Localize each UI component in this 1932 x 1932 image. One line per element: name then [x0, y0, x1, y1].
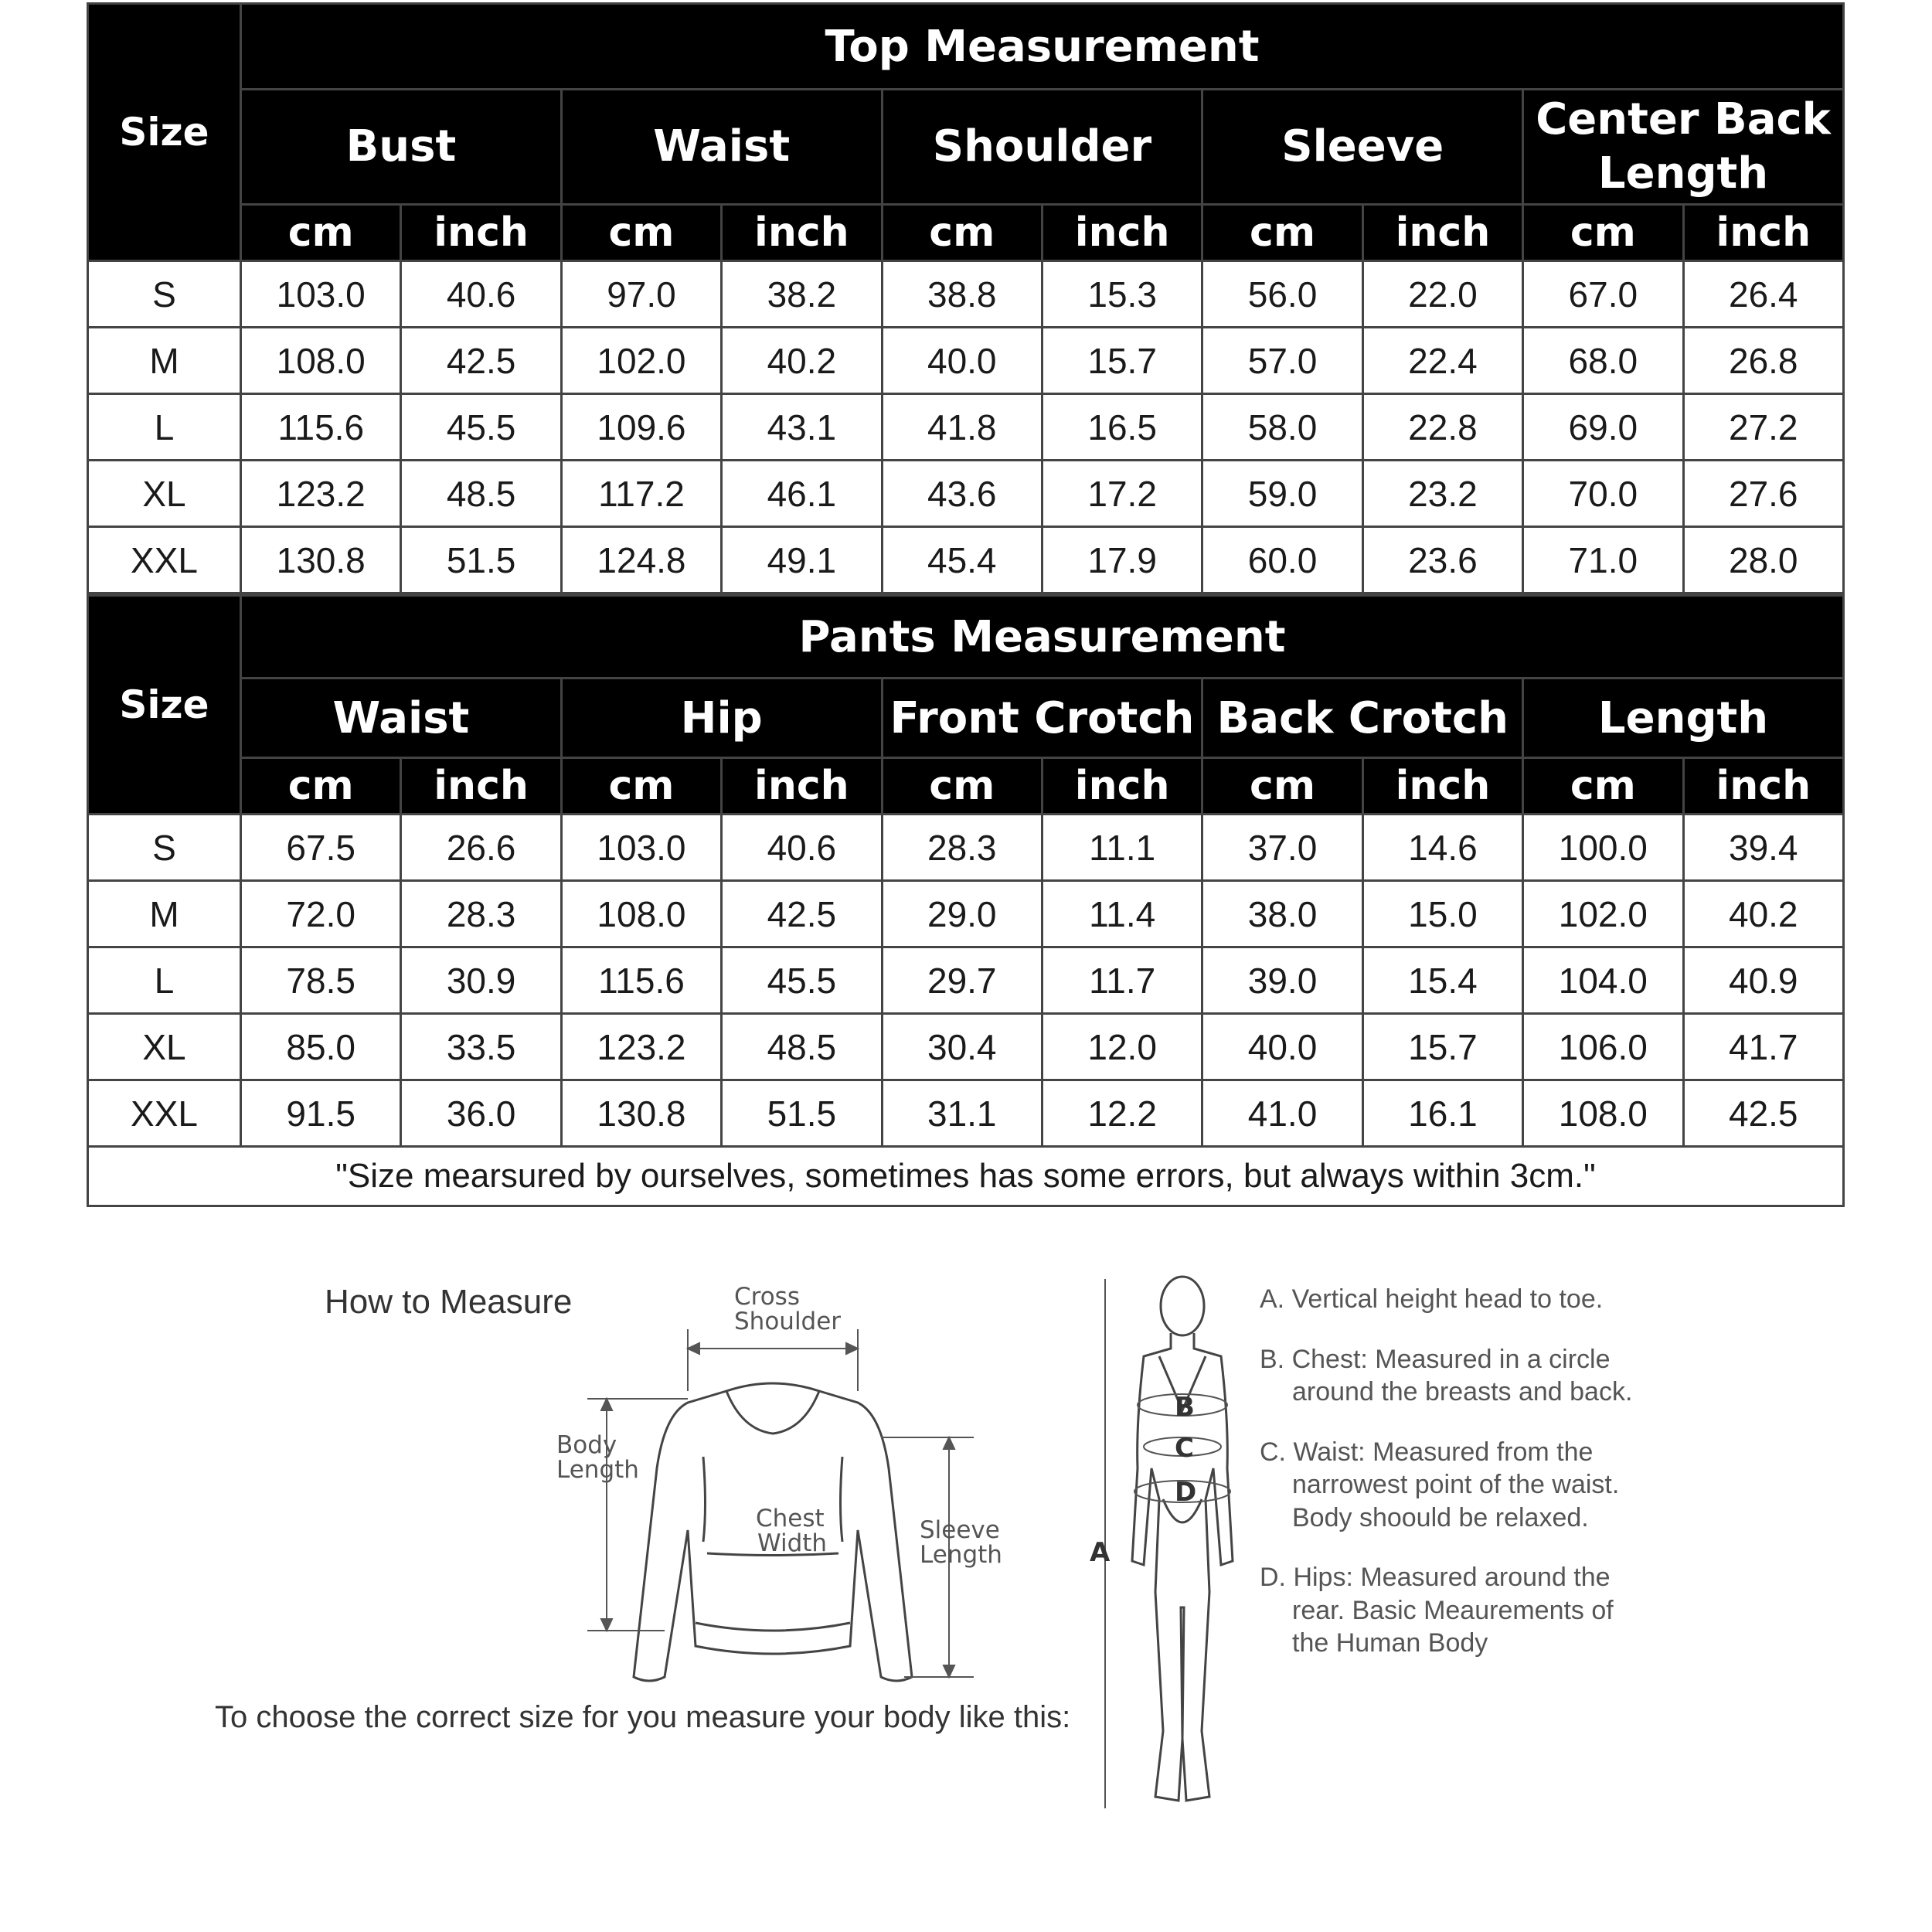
- unit-header: inch: [401, 205, 561, 261]
- unit-header: cm: [1202, 758, 1362, 815]
- value-cell: 67.0: [1523, 261, 1683, 328]
- column-group-header: Shoulder: [882, 90, 1202, 205]
- value-cell: 30.4: [882, 1014, 1042, 1080]
- measure-legend: [1260, 1283, 1646, 1687]
- value-cell: 29.0: [882, 881, 1042, 947]
- value-cell: 60.0: [1202, 527, 1362, 594]
- table-row: [88, 394, 1844, 461]
- size-cell: XL: [88, 1014, 241, 1080]
- value-cell: 38.8: [882, 261, 1042, 328]
- column-group-header: Bust: [241, 90, 562, 205]
- value-cell: 30.9: [401, 947, 561, 1014]
- value-cell: 130.8: [561, 1080, 721, 1147]
- value-cell: 37.0: [1202, 815, 1362, 881]
- unit-header: cm: [882, 205, 1042, 261]
- size-chart: [87, 2, 1845, 1207]
- table-row: [88, 815, 1844, 881]
- garment-diagram: [556, 1275, 1020, 1723]
- table-row: [88, 881, 1844, 947]
- value-cell: 72.0: [241, 881, 401, 947]
- table-row: [88, 328, 1844, 394]
- value-cell: 59.0: [1202, 461, 1362, 527]
- unit-header: cm: [241, 758, 401, 815]
- value-cell: 15.0: [1362, 881, 1522, 947]
- value-cell: 123.2: [561, 1014, 721, 1080]
- value-cell: 103.0: [241, 261, 401, 328]
- sleeve-length-label: Length: [920, 1541, 1002, 1569]
- value-cell: 12.2: [1042, 1080, 1202, 1147]
- value-cell: 42.5: [401, 328, 561, 394]
- value-cell: 104.0: [1523, 947, 1683, 1014]
- value-cell: 27.2: [1683, 394, 1843, 461]
- value-cell: 67.5: [241, 815, 401, 881]
- value-cell: 40.2: [722, 328, 882, 394]
- how-to-measure-section: [0, 1236, 1932, 1932]
- value-cell: 22.8: [1362, 394, 1522, 461]
- value-cell: 28.3: [882, 815, 1042, 881]
- value-cell: 49.1: [722, 527, 882, 594]
- value-cell: 97.0: [561, 261, 721, 328]
- value-cell: 78.5: [241, 947, 401, 1014]
- unit-header: cm: [561, 205, 721, 261]
- unit-header: cm: [1202, 205, 1362, 261]
- legend-item: A. Vertical height head to toe.: [1260, 1284, 1604, 1314]
- unit-header: inch: [1362, 758, 1522, 815]
- body-figure-diagram: [1090, 1267, 1252, 1824]
- unit-header: cm: [241, 205, 401, 261]
- value-cell: 57.0: [1202, 328, 1362, 394]
- column-group-header: Sleeve: [1202, 90, 1523, 205]
- top-measurement-table: [87, 2, 1845, 594]
- value-cell: 106.0: [1523, 1014, 1683, 1080]
- value-cell: 103.0: [561, 815, 721, 881]
- unit-header: inch: [1683, 205, 1843, 261]
- value-cell: 16.1: [1362, 1080, 1522, 1147]
- table-row: [88, 527, 1844, 594]
- size-header: Size: [88, 596, 241, 815]
- column-group-header: Waist: [561, 90, 882, 205]
- cross-shoulder-label: Shoulder: [734, 1308, 842, 1335]
- unit-header: inch: [1042, 758, 1202, 815]
- value-cell: 124.8: [561, 527, 721, 594]
- table-row: [88, 1014, 1844, 1080]
- value-cell: 23.6: [1362, 527, 1522, 594]
- unit-header: inch: [722, 205, 882, 261]
- value-cell: 22.0: [1362, 261, 1522, 328]
- value-cell: 41.7: [1683, 1014, 1843, 1080]
- chest-width-label: Chest: [756, 1505, 825, 1532]
- chest-width-label: Width: [757, 1529, 828, 1557]
- size-cell: M: [88, 881, 241, 947]
- value-cell: 16.5: [1042, 394, 1202, 461]
- choose-size-instruction: To choose the correct size for you measure your body like this:: [215, 1700, 1071, 1734]
- value-cell: 17.2: [1042, 461, 1202, 527]
- size-cell: S: [88, 261, 241, 328]
- unit-header: inch: [1042, 205, 1202, 261]
- value-cell: 41.0: [1202, 1080, 1362, 1147]
- value-cell: 102.0: [561, 328, 721, 394]
- value-cell: 38.2: [722, 261, 882, 328]
- waist-marker: C: [1175, 1433, 1194, 1464]
- value-cell: 15.4: [1362, 947, 1522, 1014]
- value-cell: 68.0: [1523, 328, 1683, 394]
- value-cell: 15.7: [1042, 328, 1202, 394]
- value-cell: 14.6: [1362, 815, 1522, 881]
- column-group-header: Hip: [561, 679, 882, 758]
- value-cell: 117.2: [561, 461, 721, 527]
- legend-item: B. Chest: Measured in a circle around the breasts and back.: [1260, 1344, 1633, 1406]
- unit-header: inch: [1683, 758, 1843, 815]
- value-cell: 130.8: [241, 527, 401, 594]
- size-cell: S: [88, 815, 241, 881]
- value-cell: 11.1: [1042, 815, 1202, 881]
- column-group-header: Center Back Length: [1523, 90, 1844, 205]
- legend-item: D. Hips: Measured around the rear. Basic Meaurements of the Human Body: [1260, 1563, 1614, 1658]
- value-cell: 39.0: [1202, 947, 1362, 1014]
- value-cell: 115.6: [561, 947, 721, 1014]
- value-cell: 42.5: [1683, 1080, 1843, 1147]
- column-group-header: Length: [1523, 679, 1844, 758]
- body-length-label: Length: [556, 1456, 639, 1484]
- value-cell: 40.2: [1683, 881, 1843, 947]
- value-cell: 56.0: [1202, 261, 1362, 328]
- value-cell: 40.0: [882, 328, 1042, 394]
- unit-header: cm: [1523, 205, 1683, 261]
- unit-header: inch: [401, 758, 561, 815]
- column-group-header: Front Crotch: [882, 679, 1202, 758]
- column-group-header: Back Crotch: [1202, 679, 1523, 758]
- value-cell: 108.0: [561, 881, 721, 947]
- hips-marker: D: [1175, 1477, 1197, 1508]
- size-cell: XXL: [88, 1080, 241, 1147]
- value-cell: 45.4: [882, 527, 1042, 594]
- value-cell: 40.9: [1683, 947, 1843, 1014]
- pants-measurement-table: [87, 594, 1845, 1207]
- value-cell: 28.0: [1683, 527, 1843, 594]
- legend-item: C. Waist: Measured from the narrowest point of the waist. Body shoould be relaxed.: [1260, 1437, 1620, 1532]
- unit-header: cm: [1523, 758, 1683, 815]
- value-cell: 102.0: [1523, 881, 1683, 947]
- value-cell: 38.0: [1202, 881, 1362, 947]
- value-cell: 11.7: [1042, 947, 1202, 1014]
- value-cell: 51.5: [401, 527, 561, 594]
- how-to-measure-title: How to Measure: [325, 1283, 573, 1321]
- value-cell: 23.2: [1362, 461, 1522, 527]
- value-cell: 100.0: [1523, 815, 1683, 881]
- unit-header: inch: [722, 758, 882, 815]
- value-cell: 15.7: [1362, 1014, 1522, 1080]
- chest-marker: B: [1175, 1392, 1195, 1423]
- table-row: [88, 261, 1844, 328]
- value-cell: 46.1: [722, 461, 882, 527]
- sleeve-length-label: Sleeve: [920, 1516, 1000, 1544]
- unit-header: inch: [1362, 205, 1522, 261]
- value-cell: 45.5: [722, 947, 882, 1014]
- value-cell: 40.0: [1202, 1014, 1362, 1080]
- value-cell: 31.1: [882, 1080, 1042, 1147]
- value-cell: 11.4: [1042, 881, 1202, 947]
- unit-header: cm: [561, 758, 721, 815]
- value-cell: 43.6: [882, 461, 1042, 527]
- value-cell: 43.1: [722, 394, 882, 461]
- column-group-header: Waist: [241, 679, 562, 758]
- size-cell: L: [88, 947, 241, 1014]
- pants-measurement-title: Pants Measurement: [241, 596, 1844, 679]
- value-cell: 91.5: [241, 1080, 401, 1147]
- value-cell: 69.0: [1523, 394, 1683, 461]
- value-cell: 123.2: [241, 461, 401, 527]
- value-cell: 27.6: [1683, 461, 1843, 527]
- size-cell: M: [88, 328, 241, 394]
- value-cell: 36.0: [401, 1080, 561, 1147]
- value-cell: 28.3: [401, 881, 561, 947]
- size-header: Size: [88, 4, 241, 261]
- value-cell: 26.6: [401, 815, 561, 881]
- height-marker: A: [1090, 1537, 1111, 1568]
- size-cell: XXL: [88, 527, 241, 594]
- value-cell: 45.5: [401, 394, 561, 461]
- value-cell: 29.7: [882, 947, 1042, 1014]
- top-measurement-title: Top Measurement: [241, 4, 1844, 90]
- value-cell: 41.8: [882, 394, 1042, 461]
- value-cell: 26.8: [1683, 328, 1843, 394]
- value-cell: 15.3: [1042, 261, 1202, 328]
- value-cell: 51.5: [722, 1080, 882, 1147]
- value-cell: 42.5: [722, 881, 882, 947]
- value-cell: 48.5: [401, 461, 561, 527]
- value-cell: 26.4: [1683, 261, 1843, 328]
- value-cell: 115.6: [241, 394, 401, 461]
- value-cell: 17.9: [1042, 527, 1202, 594]
- value-cell: 22.4: [1362, 328, 1522, 394]
- value-cell: 33.5: [401, 1014, 561, 1080]
- table-row: [88, 947, 1844, 1014]
- unit-header: cm: [882, 758, 1042, 815]
- value-cell: 70.0: [1523, 461, 1683, 527]
- value-cell: 40.6: [722, 815, 882, 881]
- value-cell: 71.0: [1523, 527, 1683, 594]
- cross-shoulder-label: Cross: [734, 1283, 800, 1311]
- measurement-note: "Size mearsured by ourselves, sometimes has some errors, but always within 3cm.": [88, 1147, 1844, 1206]
- table-row: [88, 461, 1844, 527]
- body-length-label: Body: [556, 1431, 617, 1459]
- table-row: [88, 1080, 1844, 1147]
- value-cell: 40.6: [401, 261, 561, 328]
- value-cell: 12.0: [1042, 1014, 1202, 1080]
- value-cell: 108.0: [1523, 1080, 1683, 1147]
- value-cell: 39.4: [1683, 815, 1843, 881]
- value-cell: 48.5: [722, 1014, 882, 1080]
- value-cell: 58.0: [1202, 394, 1362, 461]
- size-cell: XL: [88, 461, 241, 527]
- value-cell: 108.0: [241, 328, 401, 394]
- size-cell: L: [88, 394, 241, 461]
- value-cell: 85.0: [241, 1014, 401, 1080]
- value-cell: 109.6: [561, 394, 721, 461]
